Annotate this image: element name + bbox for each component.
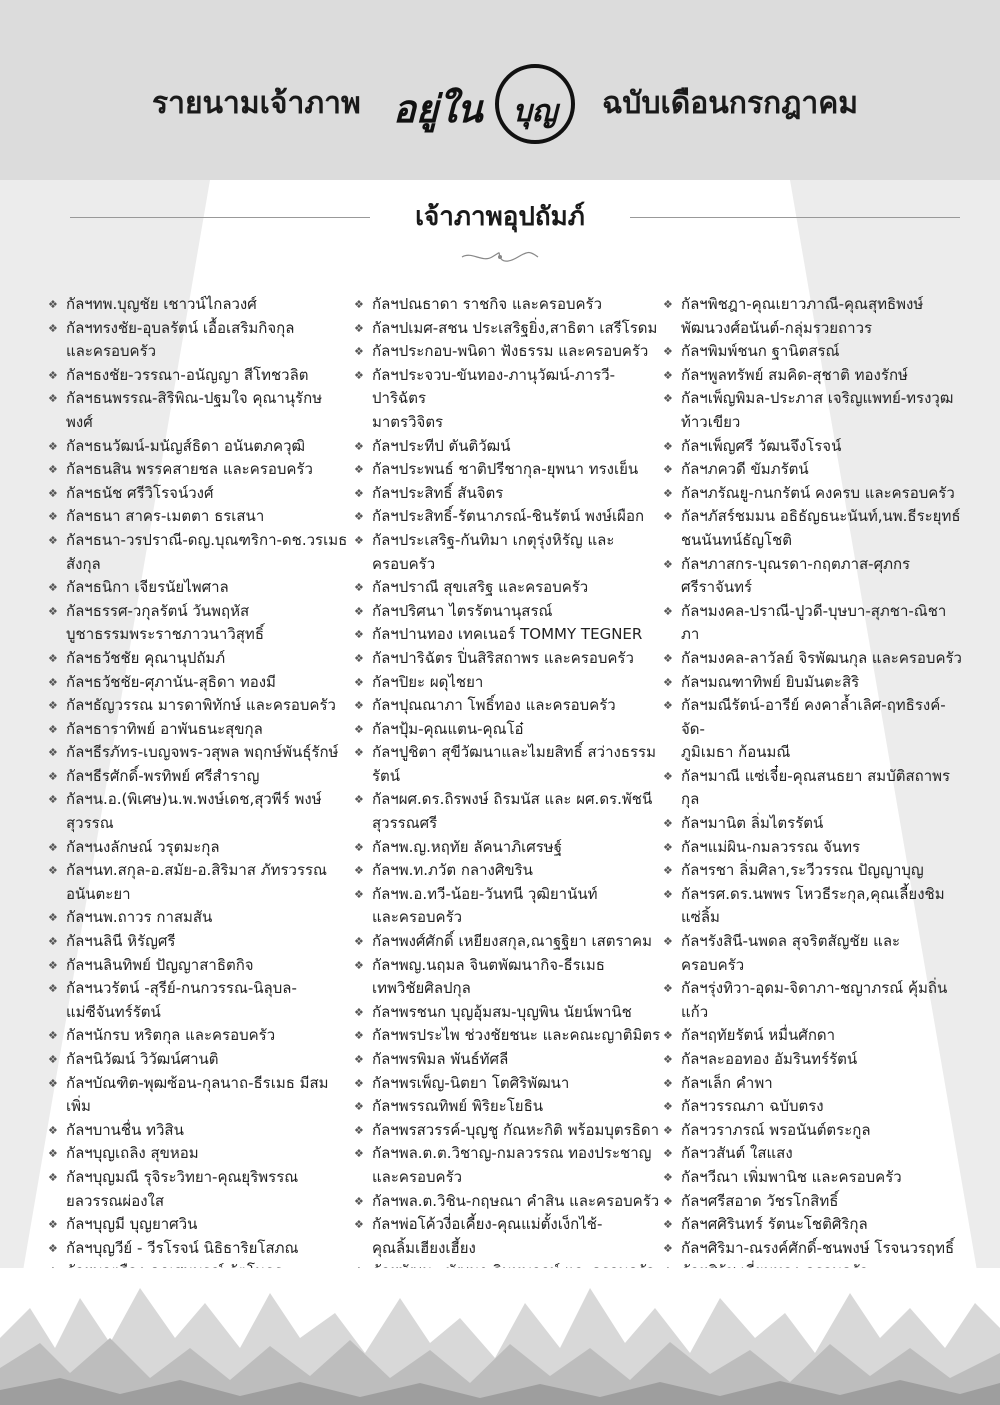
- diamond-bullet-icon: ❖: [354, 1123, 364, 1137]
- sponsor-entry: [354, 1072, 664, 1096]
- sponsor-name: กัลฯนพ.ถาวร กาสมสัน: [66, 908, 213, 927]
- sponsor-entry: [663, 1048, 963, 1072]
- diamond-bullet-icon: ❖: [48, 533, 58, 547]
- diamond-bullet-icon: ❖: [48, 368, 58, 382]
- sponsor-name: กัลฯพ่อโค้วงี่อเคี้ยง-คุณแม่ตั้งเง็กไช้- คุณลิ้มเฮียงเฮี้ยง: [372, 1215, 603, 1257]
- sponsor-entry: [354, 1048, 664, 1072]
- diamond-bullet-icon: ❖: [663, 557, 673, 571]
- sponsor-name: กัลฯวรรณภา ฉบับตรง: [681, 1097, 824, 1116]
- sponsor-name: กัลฯปาริฉัตร ปิ่นสิริสถาพร และครอบครัว: [372, 648, 634, 667]
- diamond-bullet-icon: ❖: [354, 840, 364, 854]
- diamond-bullet-icon: ❖: [354, 793, 364, 807]
- diamond-bullet-icon: ❖: [663, 368, 673, 382]
- sponsor-entry: [354, 505, 664, 529]
- sponsor-entry: [354, 836, 664, 860]
- sponsor-name: กัลฯละออทอง อัมรินทร์รัตน์: [681, 1050, 858, 1068]
- sponsor-entry: [48, 1142, 348, 1166]
- sponsor-entry: [663, 458, 963, 482]
- crystal-footer-illustration: [0, 1268, 1000, 1405]
- sponsor-entry: [354, 859, 664, 883]
- sponsor-entry: [663, 1237, 963, 1261]
- sponsor-name: กัลฯธนิกา เจียรนัยไพศาล: [66, 578, 229, 597]
- sponsor-name: กัลฯปูชิตา สุขีวัฒนาและไมยสิทธิ์ สว่างธรรมรัตน์: [372, 743, 656, 785]
- diamond-bullet-icon: ❖: [354, 463, 364, 477]
- sponsor-entry: [354, 671, 664, 695]
- diamond-bullet-icon: ❖: [663, 935, 673, 949]
- sponsor-name: กัลฯภาสกร-บุณรดา-กฤตภาส-ศุภกร ศรีราจันทร์: [681, 554, 911, 597]
- sponsor-entry: [48, 458, 348, 482]
- sponsor-entry: [663, 765, 963, 812]
- sponsor-name: กัลฯผศ.ดร.ถิรพงษ์ ถิรมนัส และ ผศ.ดร.พัชนี สุวรรณศรี: [372, 790, 653, 833]
- sponsor-name: กัลฯภควดี ขัมภรัตน์: [681, 460, 809, 479]
- sponsor-entry: [663, 883, 963, 930]
- sponsor-entry: [48, 741, 348, 765]
- sponsor-entry: [663, 977, 963, 1024]
- sponsor-name: กัลฯปริศนา ไตรรัตนานุสรณ์: [372, 601, 553, 620]
- sponsor-entry: [48, 1024, 348, 1048]
- diamond-bullet-icon: ❖: [663, 486, 673, 500]
- title-left-text: รายนามเจ้าภาพ: [152, 86, 361, 121]
- diamond-bullet-icon: ❖: [354, 581, 364, 595]
- sponsor-name: กัลฯปราณี สุขเสริฐ และครอบครัว: [372, 578, 589, 597]
- sponsor-name: กัลฯประสิทธิ์-รัตนาภรณ์-ชินรัตน์ พงษ์เผือก: [372, 507, 645, 526]
- sponsor-entry: [48, 836, 348, 860]
- sponsor-name: กัลฯพรพิมล พันธ์ทัศลี: [372, 1050, 509, 1068]
- sponsor-name: กัลฯศศิรินทร์ รัตนะโชติศิริกุล: [681, 1215, 868, 1234]
- sponsor-name: กัลฯพล.ต.ต.วิชาญ-กมลวรรณ ทองประชาญ และครอบครัว: [372, 1144, 652, 1186]
- sponsor-name: กัลฯธนา สาคร-เมตตา ธรเสนา: [66, 507, 265, 526]
- diamond-bullet-icon: ❖: [48, 1218, 58, 1232]
- diamond-bullet-icon: ❖: [354, 1147, 364, 1161]
- sponsor-name: กัลฯบุญมี บุญยาศวิน: [66, 1215, 198, 1234]
- sponsor-name: กัลฯนงลักษณ์ วรุตมะกุล: [66, 837, 220, 856]
- sponsor-name: กัลฯบานชื่น ทวิสิน: [66, 1120, 184, 1139]
- sponsor-name: กัลฯประเสริฐ-กันทิมา เกตุรุ่งหิรัญ และครอบครัว: [372, 530, 615, 573]
- sponsor-name: กัลฯรุ่งทิวา-อุดม-จิดาภา-ชญาภรณ์ คุ้มถิ่นแก้ว: [681, 979, 948, 1021]
- sponsor-entry: [663, 836, 963, 860]
- sponsor-name: กัลฯรังสินี-นพดล สุจริตสัญชัย และครอบครัว: [681, 932, 901, 974]
- sponsor-entry: [354, 435, 664, 459]
- diamond-bullet-icon: ❖: [663, 298, 673, 311]
- diamond-bullet-icon: ❖: [663, 463, 673, 477]
- sponsor-name: กัลฯมาณี แซ่เจี๋ย-คุณสนธยา สมบัติสถาพรกุล: [681, 766, 951, 809]
- sponsor-name: กัลฯวีณา เพิ่มพานิช และครอบครัว: [681, 1167, 902, 1186]
- diamond-bullet-icon: ❖: [663, 864, 673, 878]
- sponsor-name: กัลฯนิวัฒน์ วิวัฒน์ศานติ: [66, 1050, 219, 1068]
- sponsor-entry: [48, 1119, 348, 1143]
- sponsor-entry: [48, 671, 348, 695]
- diamond-bullet-icon: ❖: [663, 1194, 673, 1208]
- sponsor-name: กัลฯพรประไพ ช่วงชัยชนะ และคณะญาติมิตร: [372, 1026, 661, 1045]
- sponsor-entry: [48, 977, 348, 1024]
- sponsor-name: กัลฯธนพรรณ-สิริพิณ-ปฐมใจ คุณานุรักษพงศ์: [66, 389, 323, 431]
- sponsor-name: กัลฯพญ.นฤมล จินตพัฒนากิจ-ธีรเมธ เทพวิชัยศิลปกุล: [372, 955, 605, 998]
- sponsor-name: กัลฯธนัช ศรีวิโรจน์วงศ์: [66, 483, 214, 502]
- section-title: เจ้าภาพอุปถัมภ์: [415, 202, 585, 232]
- diamond-bullet-icon: ❖: [354, 864, 364, 878]
- sponsor-entry: [48, 529, 348, 576]
- sponsor-column-1: [48, 293, 348, 1331]
- diamond-bullet-icon: ❖: [354, 628, 364, 642]
- diamond-bullet-icon: ❖: [48, 722, 58, 736]
- sponsor-entry: [354, 1024, 664, 1048]
- sponsor-name: กัลฯปานทอง เทคเนอร์ TOMMY TEGNER: [372, 625, 643, 644]
- title-right-text: ฉบับเดือนกรกฎาคม: [602, 86, 859, 121]
- diamond-bullet-icon: ❖: [354, 1100, 364, 1114]
- sponsor-name: กัลฯธนสิน พรรคสายชล และครอบครัว: [66, 460, 313, 479]
- diamond-bullet-icon: ❖: [354, 1218, 364, 1232]
- sponsor-name: กัลฯธัญวรรณ มารดาพิทักษ์ และครอบครัว: [66, 696, 336, 715]
- sponsor-entry: [48, 954, 348, 978]
- diamond-bullet-icon: ❖: [663, 439, 673, 453]
- sponsor-entry: [354, 482, 664, 506]
- magazine-logo: [383, 62, 595, 146]
- sponsor-name: กัลฯวสันต์ ใสแสง: [681, 1144, 793, 1163]
- diamond-bullet-icon: ❖: [663, 982, 673, 996]
- sponsor-entry: [663, 694, 963, 765]
- diamond-bullet-icon: ❖: [354, 1076, 364, 1090]
- sponsor-entry: [48, 647, 348, 671]
- sponsor-name: กัลฯประสิทธิ์ สันจิตร: [372, 483, 504, 502]
- sponsor-entry: [354, 1119, 664, 1143]
- diamond-bullet-icon: ❖: [48, 1170, 58, 1184]
- sponsor-name: กัลฯแม่ผิน-กมลวรรณ จันทร: [681, 837, 861, 856]
- sponsor-name: กัลฯมณฑาทิพย์ ยิบมันตะสิริ: [681, 672, 860, 691]
- diamond-bullet-icon: ❖: [663, 675, 673, 689]
- diamond-bullet-icon: ❖: [48, 486, 58, 500]
- diamond-bullet-icon: ❖: [354, 1194, 364, 1208]
- diamond-bullet-icon: ❖: [48, 651, 58, 665]
- logo-word-circle: บุญ: [512, 94, 558, 129]
- diamond-bullet-icon: ❖: [354, 722, 364, 736]
- sponsor-name: กัลฯเพ็ญศรี วัฒนจึงโรจน์: [681, 436, 842, 455]
- sponsor-entry: [48, 293, 348, 317]
- diamond-bullet-icon: ❖: [663, 1100, 673, 1114]
- sponsor-entry: [354, 954, 664, 1001]
- sponsor-entry: [354, 718, 664, 742]
- sponsor-name: กัลฯนลินทิพย์ ปัญญาสาธิตกิจ: [66, 955, 254, 974]
- sponsor-entry: [354, 788, 664, 835]
- sponsor-entry: [663, 671, 963, 695]
- diamond-bullet-icon: ❖: [48, 911, 58, 925]
- sponsor-entry: [354, 576, 664, 600]
- sponsor-entry: [663, 1190, 963, 1214]
- sponsor-entry: [354, 600, 664, 624]
- sponsor-entry: [663, 435, 963, 459]
- sponsor-entry: [354, 647, 664, 671]
- diamond-bullet-icon: ❖: [354, 486, 364, 500]
- sponsor-name: กัลฯปุ้ม-คุณแตน-คุณโอ๋: [372, 719, 524, 738]
- diamond-bullet-icon: ❖: [354, 746, 364, 760]
- sponsor-entry: [48, 1048, 348, 1072]
- diamond-bullet-icon: ❖: [48, 1241, 58, 1255]
- sponsor-entry: [663, 482, 963, 506]
- diamond-bullet-icon: ❖: [48, 321, 58, 335]
- sponsor-entry: [354, 930, 664, 954]
- sponsor-entry: [354, 623, 664, 647]
- diamond-bullet-icon: ❖: [48, 864, 58, 878]
- sponsor-entry: [354, 293, 664, 317]
- diamond-bullet-icon: ❖: [663, 345, 673, 359]
- sponsor-entry: [48, 859, 348, 906]
- sponsor-name: กัลฯประกอบ-พนิดา ฟังธรรม และครอบครัว: [372, 342, 649, 361]
- sponsor-entry: [48, 1166, 348, 1213]
- diamond-bullet-icon: ❖: [48, 1147, 58, 1161]
- sponsor-entry: [663, 812, 963, 836]
- sponsor-name: กัลฯภัสร์ชมมน อธิธัญธนะนันท์,นพ.ธีระยุทธ์ ชนนันทน์ธัญโชติ: [681, 507, 961, 549]
- sponsor-name: กัลฯพูลทรัพย์ สมคิด-สุชาติ ทองรักษ์: [681, 365, 908, 384]
- diamond-bullet-icon: ❖: [663, 840, 673, 854]
- diamond-bullet-icon: ❖: [354, 321, 364, 335]
- sponsor-name: กัลฯมณีรัตน์-อารีย์ คงคาล้ำเลิศ-ฤทธิรงค์-จัด- ภูมิเมธา ก้อนมณี: [681, 696, 946, 762]
- diamond-bullet-icon: ❖: [48, 675, 58, 689]
- sponsor-name: กัลฯปเมศ-สชน ประเสริฐยิ่ง,สาธิตา เสรีโรดม: [372, 318, 658, 337]
- section-divider-left: [70, 217, 370, 218]
- sponsor-name: กัลฯประพนธ์ ชาติปรีชากุล-ยุพนา ทรงเย็น: [372, 460, 639, 479]
- diamond-bullet-icon: ❖: [354, 439, 364, 453]
- sponsor-entry: [48, 482, 348, 506]
- sponsor-entry: [48, 505, 348, 529]
- sponsor-entry: [48, 317, 348, 364]
- sponsor-entry: [48, 1237, 348, 1261]
- ornament-flourish-icon: [460, 250, 540, 264]
- diamond-bullet-icon: ❖: [354, 298, 364, 311]
- sponsor-entry: [354, 1001, 664, 1025]
- sponsor-entry: [663, 1024, 963, 1048]
- sponsor-name: กัลฯพรสวรรค์-บุญชู กัณหะกิติ พร้อมบุตรธิดา: [372, 1120, 660, 1139]
- diamond-bullet-icon: ❖: [663, 817, 673, 831]
- diamond-bullet-icon: ❖: [663, 651, 673, 665]
- sponsor-entry: [663, 1119, 963, 1143]
- sponsor-entry: [48, 600, 348, 647]
- sponsor-entry: [663, 859, 963, 883]
- sponsor-entry: [48, 576, 348, 600]
- diamond-bullet-icon: ❖: [663, 604, 673, 618]
- diamond-bullet-icon: ❖: [354, 1005, 364, 1019]
- sponsor-name: กัลฯนท.สกุล-อ.สมัย-อ.สิริมาส ภัทรวรรณ อนันตะยา: [66, 861, 327, 903]
- sponsor-name: กัลฯพงศ์ศักดิ์ เหยียงสกุล,ณาฐฐิยา เสตราคม: [372, 932, 652, 951]
- diamond-bullet-icon: ❖: [48, 935, 58, 949]
- diamond-bullet-icon: ❖: [354, 368, 364, 382]
- diamond-bullet-icon: ❖: [354, 533, 364, 547]
- diamond-bullet-icon: ❖: [663, 699, 673, 713]
- sponsor-name: กัลฯน.อ.(พิเศษ)น.พ.พงษ์เดช,สุวพีร์ พงษ์สุวรรณ: [66, 790, 322, 833]
- sponsor-name: กัลฯศรีสอาด วัชรโกสิทธิ์: [681, 1191, 839, 1210]
- diamond-bullet-icon: ❖: [663, 510, 673, 524]
- sponsor-name: กัลฯบุญเถลิง สุขหอม: [66, 1144, 199, 1163]
- sponsor-name: กัลฯมงคล-ปราณี-ปูวดี-บุษบา-สุภชา-ณิชาภา: [681, 601, 947, 644]
- sponsor-name: กัลฯธนา-วรปราณี-ดญ.บุณฑริกา-ดช.วรเมธ สังกุล: [66, 530, 348, 573]
- diamond-bullet-icon: ❖: [48, 298, 58, 311]
- sponsor-name: กัลฯศิริมา-ณรงค์ศักดิ์-ชนพงษ์ โรจนวรฤทธิ์: [681, 1238, 955, 1257]
- sponsor-entry: [48, 387, 348, 434]
- sponsor-entry: [354, 883, 664, 930]
- diamond-bullet-icon: ❖: [354, 1029, 364, 1043]
- sponsor-entry: [663, 553, 963, 600]
- diamond-bullet-icon: ❖: [48, 1076, 58, 1090]
- diamond-bullet-icon: ❖: [354, 958, 364, 972]
- sponsor-entry: [663, 1213, 963, 1237]
- diamond-bullet-icon: ❖: [663, 392, 673, 406]
- logo-circle: [495, 64, 575, 144]
- sponsor-entry: [663, 1166, 963, 1190]
- sponsor-entry: [48, 1072, 348, 1119]
- diamond-bullet-icon: ❖: [354, 887, 364, 901]
- diamond-bullet-icon: ❖: [663, 1053, 673, 1066]
- sponsor-entry: [663, 1095, 963, 1119]
- sponsor-name: กัลฯพ.อ.ทวี-น้อย-วันทนี วุฒิยานันท์ และครอบครัว: [372, 884, 598, 927]
- sponsor-name: กัลฯพรรณทิพย์ พิริยะโยธิน: [372, 1097, 543, 1116]
- sponsor-name: กัลฯบัณฑิต-พุฒซ้อน-กุลนาถ-ธีรเมธ มีสมเพิ่ม: [66, 1073, 329, 1116]
- sponsor-name: กัลฯธงชัย-วรรณา-อนัญญา สีโทชวลิต: [66, 365, 309, 384]
- sponsor-entry: [354, 694, 664, 718]
- diamond-bullet-icon: ❖: [48, 840, 58, 854]
- sponsor-name: กัลฯเพ็ญพิมล-ประภาส เจริญแพทย์-ทรงวุฒ ท้าวเขียว: [681, 389, 954, 431]
- sponsor-name: กัลฯพ.ญ.หฤทัย ลัคนาภิเศรษฐ์: [372, 837, 562, 856]
- sponsor-name: กัลฯทรงชัย-อุบลรัตน์ เอื้อเสริมกิจกุล และครอบครัว: [66, 318, 295, 361]
- sponsor-entry: [48, 718, 348, 742]
- diamond-bullet-icon: ❖: [663, 1076, 673, 1090]
- diamond-bullet-icon: ❖: [48, 439, 58, 453]
- sponsor-name: กัลฯนลินี หิรัญศรี: [66, 932, 176, 951]
- sponsor-entry: [354, 340, 664, 364]
- sponsor-name: กัลฯทพ.บุญชัย เชาวน์ไกลวงศ์: [66, 295, 257, 313]
- sponsor-name: กัลฯรศ.ดร.นพพร โหวธีระกุล,คุณเลี้ยงชิม แซ่ลิ้ม: [681, 884, 945, 927]
- sponsor-name: กัลฯประจวบ-ขันทอง-ภานุวัฒน์-ภารวี-ปาริฉัตร มาตรวิจิตร: [372, 365, 616, 431]
- sponsor-name: กัลฯพรเพ็ญ-นิตยา โตศิริพัฒนา: [372, 1073, 570, 1092]
- sponsor-name: กัลฯรชา ลิ่มศิลา,ระวีวรรณ ปัญญาบุญ: [681, 861, 924, 880]
- sponsor-entry: [663, 505, 963, 552]
- page-title: [0, 62, 1000, 152]
- sponsor-entry: [663, 293, 963, 340]
- sponsor-name: กัลฯธวัชชัย-ศุภานัน-สุธิดา ทองมี: [66, 672, 276, 691]
- diamond-bullet-icon: ❖: [48, 769, 58, 783]
- sponsor-name: กัลฯพล.ต.วิชิน-กฤษณา คำสิน และครอบครัว: [372, 1191, 660, 1210]
- diamond-bullet-icon: ❖: [663, 1029, 673, 1043]
- sponsor-entry: [663, 1072, 963, 1096]
- diamond-bullet-icon: ❖: [663, 1241, 673, 1255]
- diamond-bullet-icon: ❖: [354, 675, 364, 689]
- diamond-bullet-icon: ❖: [663, 1123, 673, 1137]
- sponsor-name: กัลฯเล็ก คำพา: [681, 1073, 773, 1092]
- diamond-bullet-icon: ❖: [48, 510, 58, 524]
- sponsor-entry: [354, 1213, 664, 1260]
- sponsor-entry: [354, 458, 664, 482]
- sponsor-name: กัลฯบุญมณี รุจิระวิทยา-คุณยุริพรรณ ยลวรรณผ่องใส: [66, 1167, 299, 1210]
- sponsor-entry: [663, 600, 963, 647]
- sponsor-entry: [663, 340, 963, 364]
- sponsor-entry: [48, 765, 348, 789]
- sponsor-entry: [48, 788, 348, 835]
- diamond-bullet-icon: ❖: [48, 958, 58, 972]
- sponsor-name: กัลฯนวรัตน์ -สุรีย์-กนกวรรณ-นิลุบล- แม่ซีจันทร์รัตน์: [66, 979, 297, 1021]
- sponsor-name: กัลฯพิมพ์ชนก ฐานิตสรณ์: [681, 342, 840, 361]
- diamond-bullet-icon: ❖: [48, 793, 58, 807]
- sponsor-entry: [354, 1190, 664, 1214]
- diamond-bullet-icon: ❖: [354, 1053, 364, 1066]
- sponsor-entry: [663, 647, 963, 671]
- sponsor-name: กัลฯพรชนก บุญอุ้มสม-บุญพิน นัยน์พานิช: [372, 1002, 632, 1021]
- sponsor-name: กัลฯพิชฎา-คุณเยาวภาณี-คุณสุทธิพงษ์ พัฒนวงศ์อนันต์-กลุ่มรวยถาวร: [681, 295, 924, 337]
- diamond-bullet-icon: ❖: [354, 651, 364, 665]
- sponsor-entry: [354, 364, 664, 435]
- diamond-bullet-icon: ❖: [354, 604, 364, 618]
- sponsor-entry: [48, 930, 348, 954]
- sponsor-entry: [48, 364, 348, 388]
- diamond-bullet-icon: ❖: [48, 982, 58, 996]
- sponsor-entry: [354, 529, 664, 576]
- diamond-bullet-icon: ❖: [48, 1123, 58, 1137]
- sponsor-entry: [48, 906, 348, 930]
- sponsor-name: กัลฯมานิต ลิ่มไตรรัตน์: [681, 814, 824, 833]
- section-divider-right: [630, 217, 960, 218]
- sponsor-entry: [663, 930, 963, 977]
- sponsor-entry: [663, 364, 963, 388]
- sponsor-entry: [354, 741, 664, 788]
- sponsor-name: กัลฯธนวัฒน์-มนัญส์ธิดา อนันตภควุฒิ: [66, 436, 306, 455]
- sponsor-entry: [663, 387, 963, 434]
- diamond-bullet-icon: ❖: [48, 463, 58, 477]
- sponsor-name: กัลฯวราภรณ์ พรอนันต์ตระกูล: [681, 1120, 871, 1139]
- sponsor-name: กัลฯฤทัยรัตน์ หมื่นศักดา: [681, 1026, 836, 1045]
- diamond-bullet-icon: ❖: [663, 887, 673, 901]
- sponsor-name: กัลฯภรัณยู-กนกรัตน์ คงครบ และครอบครัว: [681, 483, 955, 502]
- sponsor-entry: [48, 1213, 348, 1237]
- diamond-bullet-icon: ❖: [663, 1218, 673, 1232]
- diamond-bullet-icon: ❖: [663, 769, 673, 783]
- sponsor-entry: [48, 694, 348, 718]
- diamond-bullet-icon: ❖: [354, 510, 364, 524]
- diamond-bullet-icon: ❖: [354, 699, 364, 713]
- diamond-bullet-icon: ❖: [48, 699, 58, 713]
- sponsor-name: กัลฯปิยะ ผดุไชยา: [372, 672, 484, 691]
- diamond-bullet-icon: ❖: [663, 1147, 673, 1161]
- sponsor-name: กัลฯปณธาดา ราชกิจ และครอบครัว: [372, 295, 602, 313]
- sponsor-name: กัลฯบุญวีย์ - วีรโรจน์ นิธิธาริยโสภณ: [66, 1238, 299, 1257]
- diamond-bullet-icon: ❖: [48, 581, 58, 595]
- sponsor-name: กัลฯธวัชชัย คุณานุปถัมภ์: [66, 648, 226, 667]
- sponsor-entry: [354, 317, 664, 341]
- sponsor-name: กัลฯนักรบ หริตกุล และครอบครัว: [66, 1026, 276, 1045]
- diamond-bullet-icon: ❖: [48, 746, 58, 760]
- diamond-bullet-icon: ❖: [48, 604, 58, 618]
- diamond-bullet-icon: ❖: [354, 935, 364, 949]
- sponsor-name: กัลฯปุณณาภา โพธิ์ทอง และครอบครัว: [372, 696, 616, 715]
- sponsor-name: กัลฯมงคล-ลาวัลย์ จิรพัฒนกุล และครอบครัว: [681, 648, 962, 667]
- diamond-bullet-icon: ❖: [48, 392, 58, 406]
- sponsor-name: กัลฯประทีป ตันติวัฒน์: [372, 436, 511, 455]
- sponsor-column-3: [663, 293, 963, 1402]
- sponsor-name: กัลฯพ.ท.ภวัต กลางศิขริน: [372, 861, 533, 880]
- sponsor-entry: [354, 1142, 664, 1189]
- sponsor-name: กัลฯธาราทิพย์ อาพันธนะสุขกุล: [66, 719, 263, 738]
- diamond-bullet-icon: ❖: [354, 345, 364, 359]
- sponsor-entry: [48, 435, 348, 459]
- logo-word-left: อยู่ใน: [393, 86, 483, 131]
- diamond-bullet-icon: ❖: [48, 1029, 58, 1043]
- sponsor-entry: [663, 1142, 963, 1166]
- sponsor-name: กัลฯธีรศักดิ์-พรทิพย์ ศรีสำราญ: [66, 766, 260, 785]
- sponsor-name: กัลฯธรรศ-วกุลรัตน์ วันพฤหัส บูชาธรรมพระราชภาวนาวิสุทธิ์: [66, 601, 264, 644]
- diamond-bullet-icon: ❖: [48, 1053, 58, 1066]
- diamond-bullet-icon: ❖: [663, 1170, 673, 1184]
- sponsor-entry: [354, 1095, 664, 1119]
- sponsor-name: กัลฯธีรภัทร-เบญจพร-วสุพล พฤกษ์พันธุ์รักษ์: [66, 743, 339, 762]
- sponsor-column-2: [354, 293, 664, 1331]
